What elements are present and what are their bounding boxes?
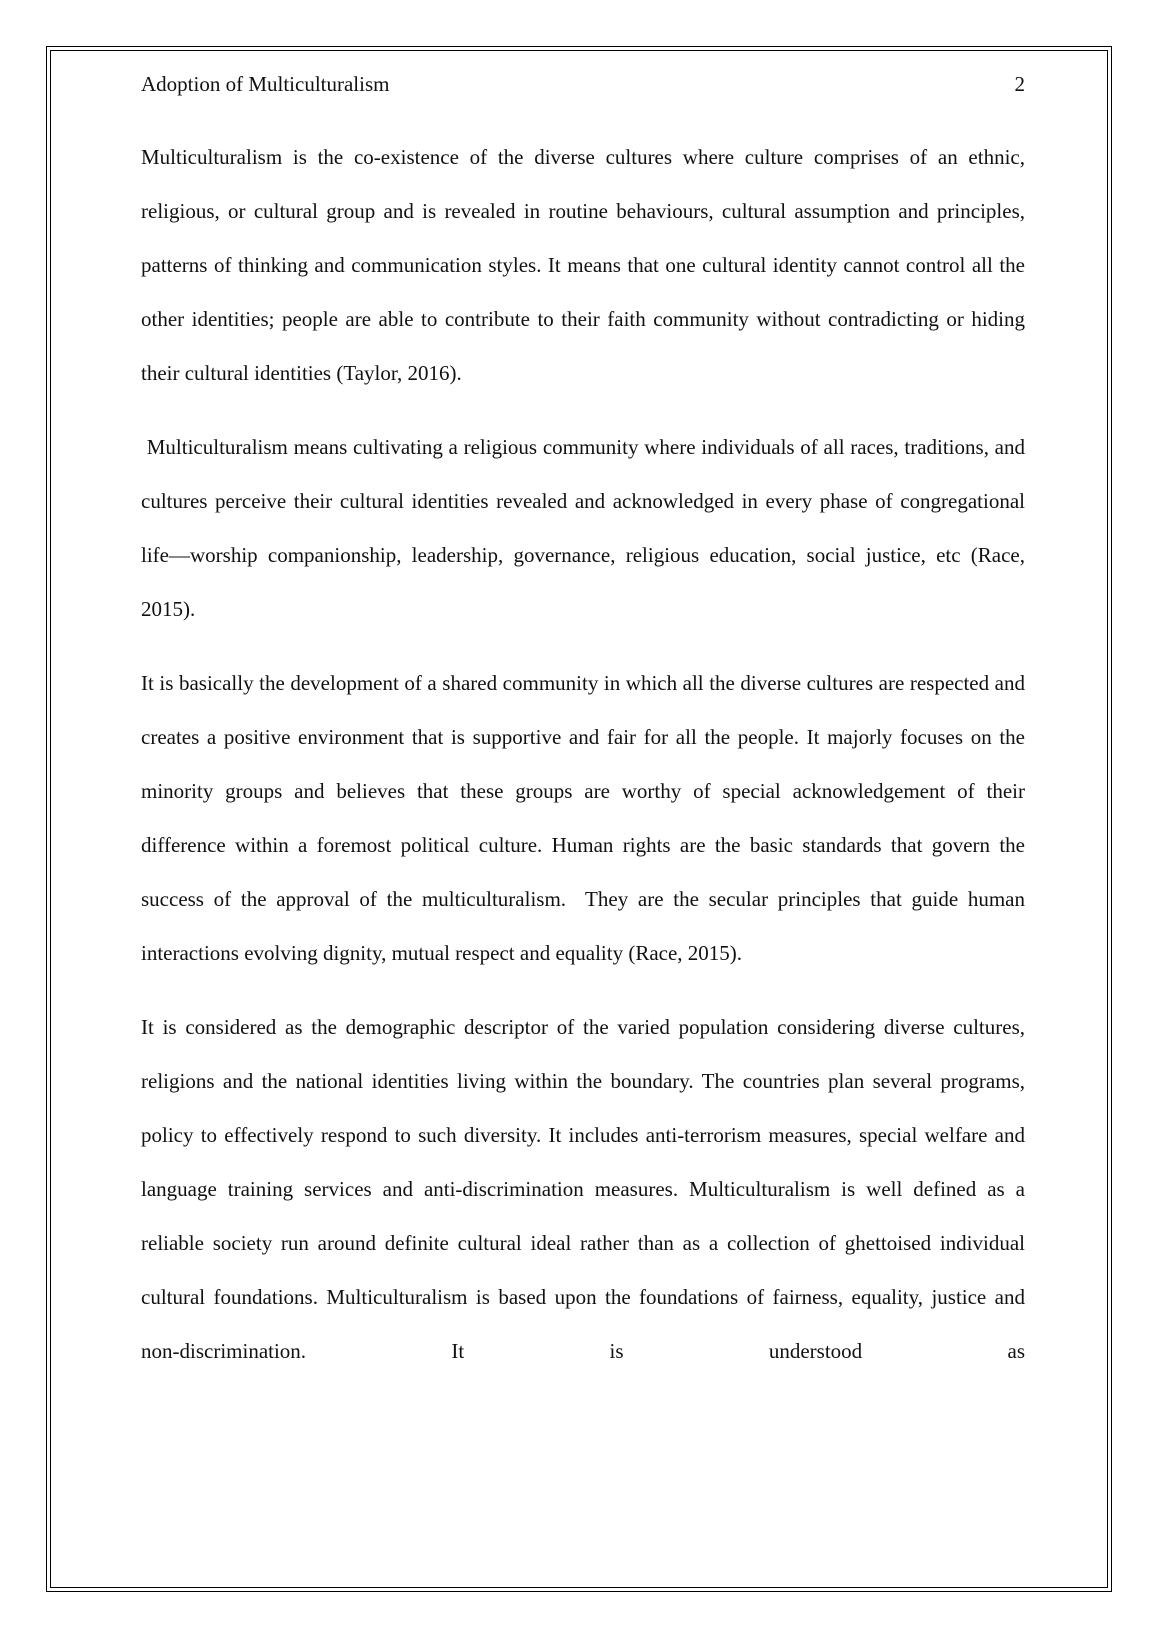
paragraph-1: Multiculturalism is the co-existence of the diverse cultures where culture comprises of an ethnic, religious, or cultural group and is revealed in routine behaviours, cultural assumption and principles, patterns of thinking and communication styles. It means that one cultural identity cannot control all the other identities; people are able to contribute to their faith community without contradicting or hiding their cultural identities (Taylor, 2016). [141,145,1031,385]
page-number: 2 [1014,72,1025,96]
header-title: Adoption of Multiculturalism [141,72,390,96]
document-body [141,130,1031,1398]
paragraph-2: Multiculturalism means cultivating a religious community where individuals of all races, traditions, and cultures perceive their cultural identities revealed and acknowledged in every phase of congregational life—worship companionship, leadership, governance, religious education, social justice, etc (Race, 2015). [141,435,1031,621]
page-header [141,69,1025,99]
paragraph-3: It is basically the development of a shared community in which all the diverse cultures are respected and creates a positive environment that is supportive and fair for all the people. It majorly focuses on the minority groups and believes that these groups are worthy of special acknowledgement of their difference within a foremost political culture. Human rights are the basic standards that govern the success of the approval of the multiculturalism. They are the secular principles that guide human interactions evolving dignity, mutual respect and equality (Race, 2015). [141,671,1031,965]
paragraph-4: It is considered as the demographic descriptor of the varied population considering diverse cultures, religions and the national identities living within the boundary. The countries plan several programs, policy to effectively respond to such diversity. It includes anti-terrorism measures, special welfare and language training services and anti-discrimination measures. Multiculturalism is well defined as a reliable society run around definite cultural ideal rather than as a collection of ghettoised individual cultural foundations. Multiculturalism is based upon the foundations of fairness, equality, justice and non-discrimination. It is understood as [141,1015,1031,1363]
